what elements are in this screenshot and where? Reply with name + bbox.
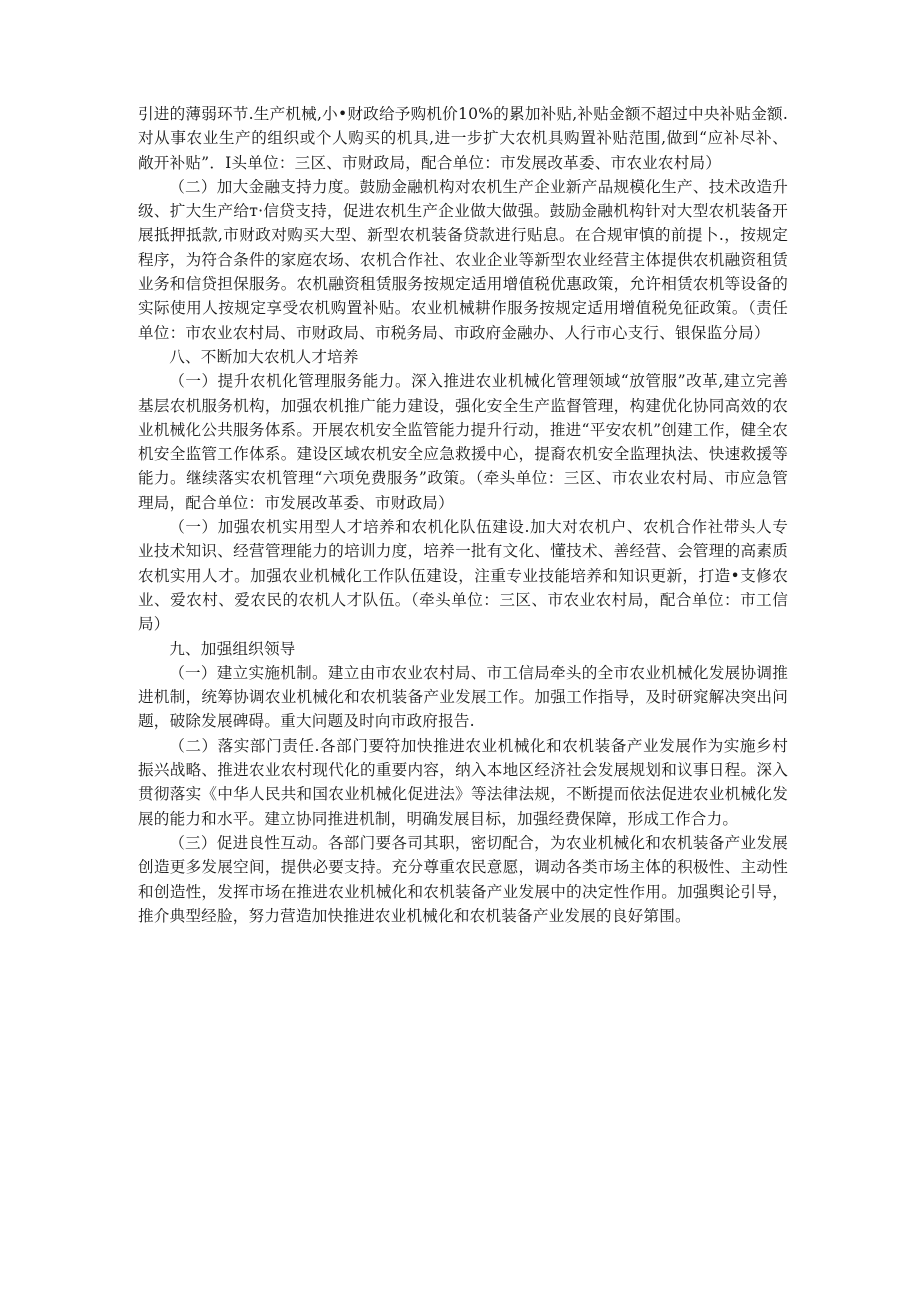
paragraph-management-service: （一）提升农机化管理服务能力。深入推进农业机械化管理领域“放管服”改革,建立完善基层农机服务机构，加强农机推广能力建设，强化安全生产监督管理，构建优化协同高效的农业机械化公共服务体系。开展农机安全监管能力提升行动，推进“平安农机”创建工作，健全农机安全监管工作体系。建设区域农机安全应急救援中心，提裔农机安全监理执法、快速救援等能力。继续落实农机管理“六项免费服务”政策。（牵头单位：三区、市农业农村局、市应急管理局，配合单位：市发展改革委、市财政局） — [138, 372, 788, 512]
paragraph-implementation-mechanism: （一）建立实施机制。建立由市农业农村局、市工信局牵头的全市农业机械化发展协调推进机制，统筹协调农业机械化和农机装备产业发展工作。加强工作指导，及时研窕解决突出问题，破除发展碑碍。重大问题及时向市政府报告. — [138, 663, 788, 731]
paragraph-financial-support: （二）加大金融支持力度。鼓励金融机构对农机生产企业新产品规模化生产、技术改造升级、扩大生产给т·信贷支持，促进农机生产企业做大做强。鼓励金融机构针对大型农机装备开展抵押抵款,市财政对购买大型、新型农机装备贷款进行贴息。在合规审慎的前提卜.，按规定程序，为符合条件的家庭农场、农机合作社、农业企业等新型农业经营主体提供农机融资租赁业务和信贷担保服务。农机融资租赁服务按规定适用增值税优惠政策，允许相赁农机等设备的实际使用人按规定享受农机购置补贴。农业机械耕作服务按规定适用增值税免征政策。（责任单位：市农业农村局、市财政局、市税务局、市政府金融办、人行市心支行、银保监分局） — [138, 177, 788, 342]
paragraph-subsidy-continuation: 引进的薄弱环节.生产机械,小•财政给予购机价10%的累加补贴,补贴金额不超过中央补贴金额.对从事农业生产的组织或个人购买的机具,进一步扩大农机具购置补贴范围,做到“应补尽补、敞开补贴”．I头单位：三区、市财政局，配合单位：市发展改革委、市农业农村局） — [138, 105, 788, 172]
paragraph-talent-training: （一）加强农机实用型人才培养和农机化队伍建设.加大对农机户、农机合作社带头人专业技术知识、经营管理能力的培训力度，培养一批有文化、懂技术、善经营、会管理的高素质农机实用人才。加强农业机械化工作队伍建设，注重专业技能培养和知识更新，打造•支修农业、爱农村、爱农民的农机人才队伍。（牵头单位：三区、市农业农村局，配合单位：市工信局） — [138, 518, 788, 634]
paragraph-department-responsibility: （二）落实部门责任.各部门要符加快推进农业机械化和农机装备产业发展作为实施乡村振兴战略、推进农业农村现代化的重要内容，纳入本地区经济社会发展规划和议事日程。深入贯彻落实《中华人民共和国农业机械化促进法》等法律法规，不断提而依法促进农业机械化发展的能力和水平。建立协同推进机制，明确发展目标，加强经费保障，形成工作合力。 — [138, 736, 788, 828]
paragraph-positive-interaction: （三）促进良性互动。各部门要各司其职，密切配合，为农业机械化和农机装备产业发展创造更多发展空间，提供必要支持。充分尊重农民意愿，调动各类市场主体的积极性、主动性和创造性，发挥市场在推进农业机械化和农机装备产业发展中的决定性作用。加强舆论引导，推介典型经脸，努力营造加快推进农业机械化和农机装备产业发展的良好第围。 — [138, 833, 788, 925]
section-heading-leadership: 九、加强组织领导 — [169, 639, 296, 658]
section-heading-talent: 八、不断加大农机人才培养 — [169, 347, 359, 366]
document-body — [138, 102, 788, 928]
